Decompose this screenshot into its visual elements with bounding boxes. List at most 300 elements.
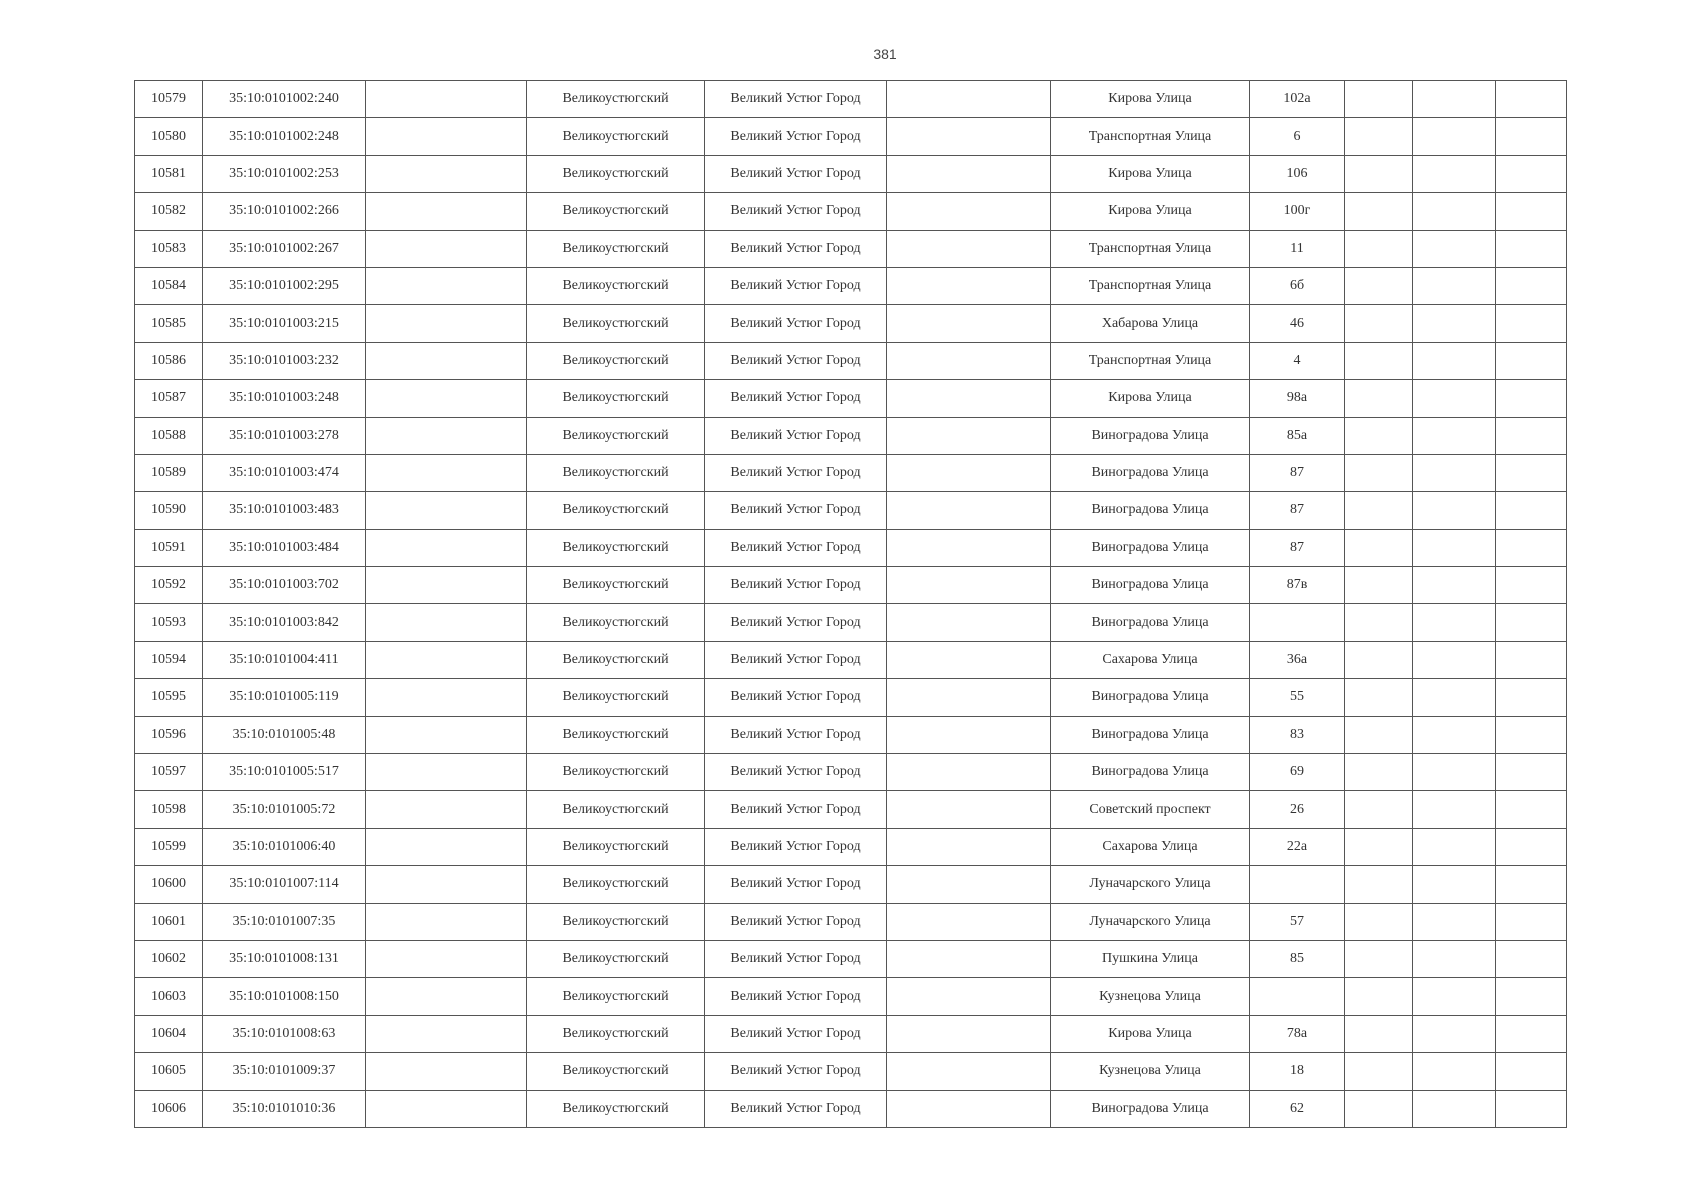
cadastral-number-cell: 35:10:0101010:36 [203,1090,366,1127]
row-number-cell: 10586 [135,342,203,379]
row-number-cell: 10595 [135,679,203,716]
table-row [135,342,1567,379]
house-number-cell [1250,604,1345,641]
row-number-cell: 10582 [135,193,203,230]
empty-cell [1345,118,1413,155]
empty-cell [1413,380,1496,417]
locality-cell: Великий Устюг Город [705,81,887,118]
house-number-cell: 106 [1250,155,1345,192]
row-number-cell: 10599 [135,828,203,865]
row-number-cell: 10603 [135,978,203,1015]
empty-cell [366,529,527,566]
table-row [135,791,1567,828]
empty-cell [1496,567,1567,604]
district-cell: Великоустюгский [527,155,705,192]
district-cell: Великоустюгский [527,604,705,641]
cadastral-number-cell: 35:10:0101009:37 [203,1053,366,1090]
empty-cell [1413,940,1496,977]
empty-cell [1413,193,1496,230]
district-cell: Великоустюгский [527,230,705,267]
locality-cell: Великий Устюг Город [705,380,887,417]
empty-cell [1496,81,1567,118]
street-cell: Сахарова Улица [1051,828,1250,865]
empty-cell [1413,492,1496,529]
district-cell: Великоустюгский [527,1015,705,1052]
cadastral-number-cell: 35:10:0101003:215 [203,305,366,342]
empty-cell [1496,1090,1567,1127]
empty-cell [1413,267,1496,304]
table-row [135,754,1567,791]
cadastral-number-cell: 35:10:0101006:40 [203,828,366,865]
row-number-cell: 10593 [135,604,203,641]
empty-cell [366,791,527,828]
street-cell: Виноградова Улица [1051,1090,1250,1127]
district-cell: Великоустюгский [527,903,705,940]
empty-cell [366,903,527,940]
house-number-cell: 87 [1250,454,1345,491]
empty-cell [1496,342,1567,379]
district-cell: Великоустюгский [527,641,705,678]
house-number-cell: 36а [1250,641,1345,678]
locality-cell: Великий Устюг Город [705,679,887,716]
empty-cell [1345,380,1413,417]
row-number-cell: 10583 [135,230,203,267]
cadastral-number-cell: 35:10:0101003:842 [203,604,366,641]
empty-cell [887,492,1051,529]
empty-cell [1496,492,1567,529]
street-cell: Транспортная Улица [1051,118,1250,155]
row-number-cell: 10592 [135,567,203,604]
empty-cell [1496,716,1567,753]
empty-cell [1413,1090,1496,1127]
empty-cell [1413,342,1496,379]
table-row [135,1015,1567,1052]
locality-cell: Великий Устюг Город [705,454,887,491]
locality-cell: Великий Устюг Город [705,342,887,379]
empty-cell [1496,866,1567,903]
empty-cell [1413,567,1496,604]
street-cell: Кирова Улица [1051,81,1250,118]
locality-cell: Великий Устюг Город [705,118,887,155]
street-cell: Транспортная Улица [1051,267,1250,304]
empty-cell [366,978,527,1015]
locality-cell: Великий Устюг Город [705,1053,887,1090]
district-cell: Великоустюгский [527,754,705,791]
empty-cell [887,866,1051,903]
empty-cell [1413,81,1496,118]
empty-cell [887,1015,1051,1052]
table-row [135,1053,1567,1090]
empty-cell [366,679,527,716]
district-cell: Великоустюгский [527,81,705,118]
table-row [135,454,1567,491]
street-cell: Виноградова Улица [1051,492,1250,529]
row-number-cell: 10594 [135,641,203,678]
locality-cell: Великий Устюг Город [705,828,887,865]
street-cell: Кирова Улица [1051,193,1250,230]
empty-cell [366,492,527,529]
district-cell: Великоустюгский [527,305,705,342]
empty-cell [366,1090,527,1127]
row-number-cell: 10601 [135,903,203,940]
row-number-cell: 10585 [135,305,203,342]
empty-cell [887,716,1051,753]
empty-cell [366,193,527,230]
cadastral-number-cell: 35:10:0101007:114 [203,866,366,903]
cadastral-number-cell: 35:10:0101002:253 [203,155,366,192]
house-number-cell: 22а [1250,828,1345,865]
empty-cell [366,454,527,491]
cadastral-number-cell: 35:10:0101003:483 [203,492,366,529]
table-row [135,155,1567,192]
table-row [135,828,1567,865]
locality-cell: Великий Устюг Город [705,193,887,230]
empty-cell [887,978,1051,1015]
empty-cell [1345,754,1413,791]
empty-cell [1345,978,1413,1015]
district-cell: Великоустюгский [527,417,705,454]
empty-cell [887,342,1051,379]
empty-cell [1413,978,1496,1015]
cadastral-number-cell: 35:10:0101002:267 [203,230,366,267]
empty-cell [1345,1053,1413,1090]
empty-cell [1496,828,1567,865]
registry-table [134,80,1567,1128]
district-cell: Великоустюгский [527,791,705,828]
empty-cell [887,230,1051,267]
empty-cell [1413,155,1496,192]
empty-cell [1496,940,1567,977]
empty-cell [1345,155,1413,192]
cadastral-number-cell: 35:10:0101003:474 [203,454,366,491]
street-cell: Виноградова Улица [1051,754,1250,791]
cadastral-number-cell: 35:10:0101002:266 [203,193,366,230]
empty-cell [1413,118,1496,155]
street-cell: Транспортная Улица [1051,230,1250,267]
district-cell: Великоустюгский [527,716,705,753]
empty-cell [1345,305,1413,342]
table-row [135,1090,1567,1127]
district-cell: Великоустюгский [527,529,705,566]
street-cell: Виноградова Улица [1051,679,1250,716]
empty-cell [887,118,1051,155]
empty-cell [1413,417,1496,454]
cadastral-number-cell: 35:10:0101002:295 [203,267,366,304]
empty-cell [887,641,1051,678]
empty-cell [1345,492,1413,529]
empty-cell [887,679,1051,716]
district-cell: Великоустюгский [527,267,705,304]
table-row [135,118,1567,155]
empty-cell [1413,716,1496,753]
house-number-cell: 46 [1250,305,1345,342]
house-number-cell [1250,866,1345,903]
empty-cell [1413,791,1496,828]
empty-cell [366,641,527,678]
street-cell: Транспортная Улица [1051,342,1250,379]
district-cell: Великоустюгский [527,380,705,417]
locality-cell: Великий Устюг Город [705,866,887,903]
row-number-cell: 10604 [135,1015,203,1052]
table-row [135,305,1567,342]
house-number-cell: 100г [1250,193,1345,230]
empty-cell [887,417,1051,454]
street-cell: Пушкина Улица [1051,940,1250,977]
house-number-cell: 57 [1250,903,1345,940]
table-body [135,81,1567,1128]
empty-cell [1345,1090,1413,1127]
empty-cell [887,903,1051,940]
cadastral-number-cell: 35:10:0101005:48 [203,716,366,753]
empty-cell [366,81,527,118]
row-number-cell: 10580 [135,118,203,155]
street-cell: Луначарского Улица [1051,866,1250,903]
empty-cell [1496,230,1567,267]
empty-cell [366,305,527,342]
empty-cell [366,567,527,604]
table-row [135,940,1567,977]
row-number-cell: 10581 [135,155,203,192]
empty-cell [1496,454,1567,491]
empty-cell [1345,417,1413,454]
house-number-cell: 55 [1250,679,1345,716]
empty-cell [1413,903,1496,940]
street-cell: Кузнецова Улица [1051,978,1250,1015]
empty-cell [1496,754,1567,791]
empty-cell [1345,604,1413,641]
table-row [135,492,1567,529]
locality-cell: Великий Устюг Город [705,940,887,977]
table-row [135,193,1567,230]
row-number-cell: 10584 [135,267,203,304]
cadastral-number-cell: 35:10:0101008:63 [203,1015,366,1052]
locality-cell: Великий Устюг Город [705,641,887,678]
row-number-cell: 10598 [135,791,203,828]
empty-cell [1413,641,1496,678]
empty-cell [1413,1015,1496,1052]
street-cell: Кирова Улица [1051,1015,1250,1052]
cadastral-number-cell: 35:10:0101005:72 [203,791,366,828]
empty-cell [1345,1015,1413,1052]
table-row [135,641,1567,678]
table-row [135,679,1567,716]
row-number-cell: 10605 [135,1053,203,1090]
locality-cell: Великий Устюг Город [705,1015,887,1052]
district-cell: Великоустюгский [527,492,705,529]
locality-cell: Великий Устюг Город [705,417,887,454]
street-cell: Сахарова Улица [1051,641,1250,678]
empty-cell [1413,866,1496,903]
row-number-cell: 10600 [135,866,203,903]
table-row [135,230,1567,267]
street-cell: Кирова Улица [1051,155,1250,192]
house-number-cell: 26 [1250,791,1345,828]
street-cell: Виноградова Улица [1051,604,1250,641]
street-cell: Виноградова Улица [1051,417,1250,454]
cadastral-number-cell: 35:10:0101003:248 [203,380,366,417]
street-cell: Кузнецова Улица [1051,1053,1250,1090]
cadastral-number-cell: 35:10:0101003:702 [203,567,366,604]
empty-cell [887,380,1051,417]
house-number-cell: 87в [1250,567,1345,604]
empty-cell [887,193,1051,230]
empty-cell [366,380,527,417]
empty-cell [1345,342,1413,379]
cadastral-number-cell: 35:10:0101003:278 [203,417,366,454]
locality-cell: Великий Устюг Город [705,492,887,529]
cadastral-number-cell: 35:10:0101005:517 [203,754,366,791]
empty-cell [366,118,527,155]
house-number-cell: 11 [1250,230,1345,267]
empty-cell [1496,118,1567,155]
empty-cell [1496,604,1567,641]
empty-cell [1496,903,1567,940]
empty-cell [366,230,527,267]
cadastral-number-cell: 35:10:0101004:411 [203,641,366,678]
district-cell: Великоустюгский [527,454,705,491]
empty-cell [1413,604,1496,641]
street-cell: Кирова Улица [1051,380,1250,417]
empty-cell [366,716,527,753]
empty-cell [1496,529,1567,566]
locality-cell: Великий Устюг Город [705,267,887,304]
empty-cell [1496,380,1567,417]
cadastral-number-cell: 35:10:0101007:35 [203,903,366,940]
empty-cell [1345,529,1413,566]
cadastral-number-cell: 35:10:0101002:248 [203,118,366,155]
table-row [135,81,1567,118]
house-number-cell: 4 [1250,342,1345,379]
empty-cell [1413,454,1496,491]
cadastral-number-cell: 35:10:0101008:131 [203,940,366,977]
empty-cell [887,567,1051,604]
table-row [135,604,1567,641]
table-row [135,716,1567,753]
street-cell: Виноградова Улица [1051,454,1250,491]
district-cell: Великоустюгский [527,342,705,379]
empty-cell [366,866,527,903]
table-row [135,529,1567,566]
row-number-cell: 10590 [135,492,203,529]
empty-cell [887,305,1051,342]
empty-cell [366,940,527,977]
house-number-cell: 98а [1250,380,1345,417]
district-cell: Великоустюгский [527,866,705,903]
district-cell: Великоустюгский [527,940,705,977]
empty-cell [1496,679,1567,716]
empty-cell [1413,529,1496,566]
street-cell: Луначарского Улица [1051,903,1250,940]
locality-cell: Великий Устюг Город [705,978,887,1015]
row-number-cell: 10596 [135,716,203,753]
district-cell: Великоустюгский [527,978,705,1015]
house-number-cell: 85а [1250,417,1345,454]
street-cell: Хабарова Улица [1051,305,1250,342]
locality-cell: Великий Устюг Город [705,567,887,604]
empty-cell [1345,267,1413,304]
empty-cell [366,342,527,379]
empty-cell [1496,641,1567,678]
house-number-cell: 83 [1250,716,1345,753]
empty-cell [887,791,1051,828]
locality-cell: Великий Устюг Город [705,155,887,192]
empty-cell [1345,454,1413,491]
empty-cell [1496,193,1567,230]
locality-cell: Великий Устюг Город [705,604,887,641]
empty-cell [1496,1015,1567,1052]
house-number-cell: 69 [1250,754,1345,791]
row-number-cell: 10589 [135,454,203,491]
district-cell: Великоустюгский [527,1053,705,1090]
district-cell: Великоустюгский [527,679,705,716]
empty-cell [1345,193,1413,230]
table-row [135,417,1567,454]
cadastral-number-cell: 35:10:0101003:484 [203,529,366,566]
empty-cell [1345,866,1413,903]
table-row [135,903,1567,940]
district-cell: Великоустюгский [527,1090,705,1127]
empty-cell [887,604,1051,641]
table-row [135,978,1567,1015]
empty-cell [887,754,1051,791]
empty-cell [1413,754,1496,791]
cadastral-number-cell: 35:10:0101003:232 [203,342,366,379]
street-cell: Виноградова Улица [1051,529,1250,566]
house-number-cell: 85 [1250,940,1345,977]
empty-cell [1345,716,1413,753]
empty-cell [1496,791,1567,828]
district-cell: Великоустюгский [527,567,705,604]
empty-cell [887,529,1051,566]
empty-cell [1413,828,1496,865]
district-cell: Великоустюгский [527,828,705,865]
locality-cell: Великий Устюг Город [705,1090,887,1127]
locality-cell: Великий Устюг Город [705,754,887,791]
empty-cell [1345,81,1413,118]
row-number-cell: 10591 [135,529,203,566]
empty-cell [1345,940,1413,977]
empty-cell [1345,230,1413,267]
empty-cell [1345,828,1413,865]
locality-cell: Великий Устюг Город [705,903,887,940]
house-number-cell: 102а [1250,81,1345,118]
empty-cell [887,1090,1051,1127]
row-number-cell: 10588 [135,417,203,454]
empty-cell [1345,903,1413,940]
empty-cell [1496,417,1567,454]
empty-cell [1345,641,1413,678]
district-cell: Великоустюгский [527,118,705,155]
cadastral-number-cell: 35:10:0101002:240 [203,81,366,118]
locality-cell: Великий Устюг Город [705,529,887,566]
empty-cell [887,828,1051,865]
row-number-cell: 10602 [135,940,203,977]
empty-cell [366,267,527,304]
house-number-cell: 87 [1250,529,1345,566]
empty-cell [1496,155,1567,192]
locality-cell: Великий Устюг Город [705,305,887,342]
house-number-cell: 18 [1250,1053,1345,1090]
house-number-cell: 6 [1250,118,1345,155]
empty-cell [887,267,1051,304]
empty-cell [887,940,1051,977]
page-number: 381 [873,46,897,62]
cadastral-number-cell: 35:10:0101008:150 [203,978,366,1015]
empty-cell [1413,679,1496,716]
empty-cell [366,754,527,791]
house-number-cell [1250,978,1345,1015]
empty-cell [366,604,527,641]
